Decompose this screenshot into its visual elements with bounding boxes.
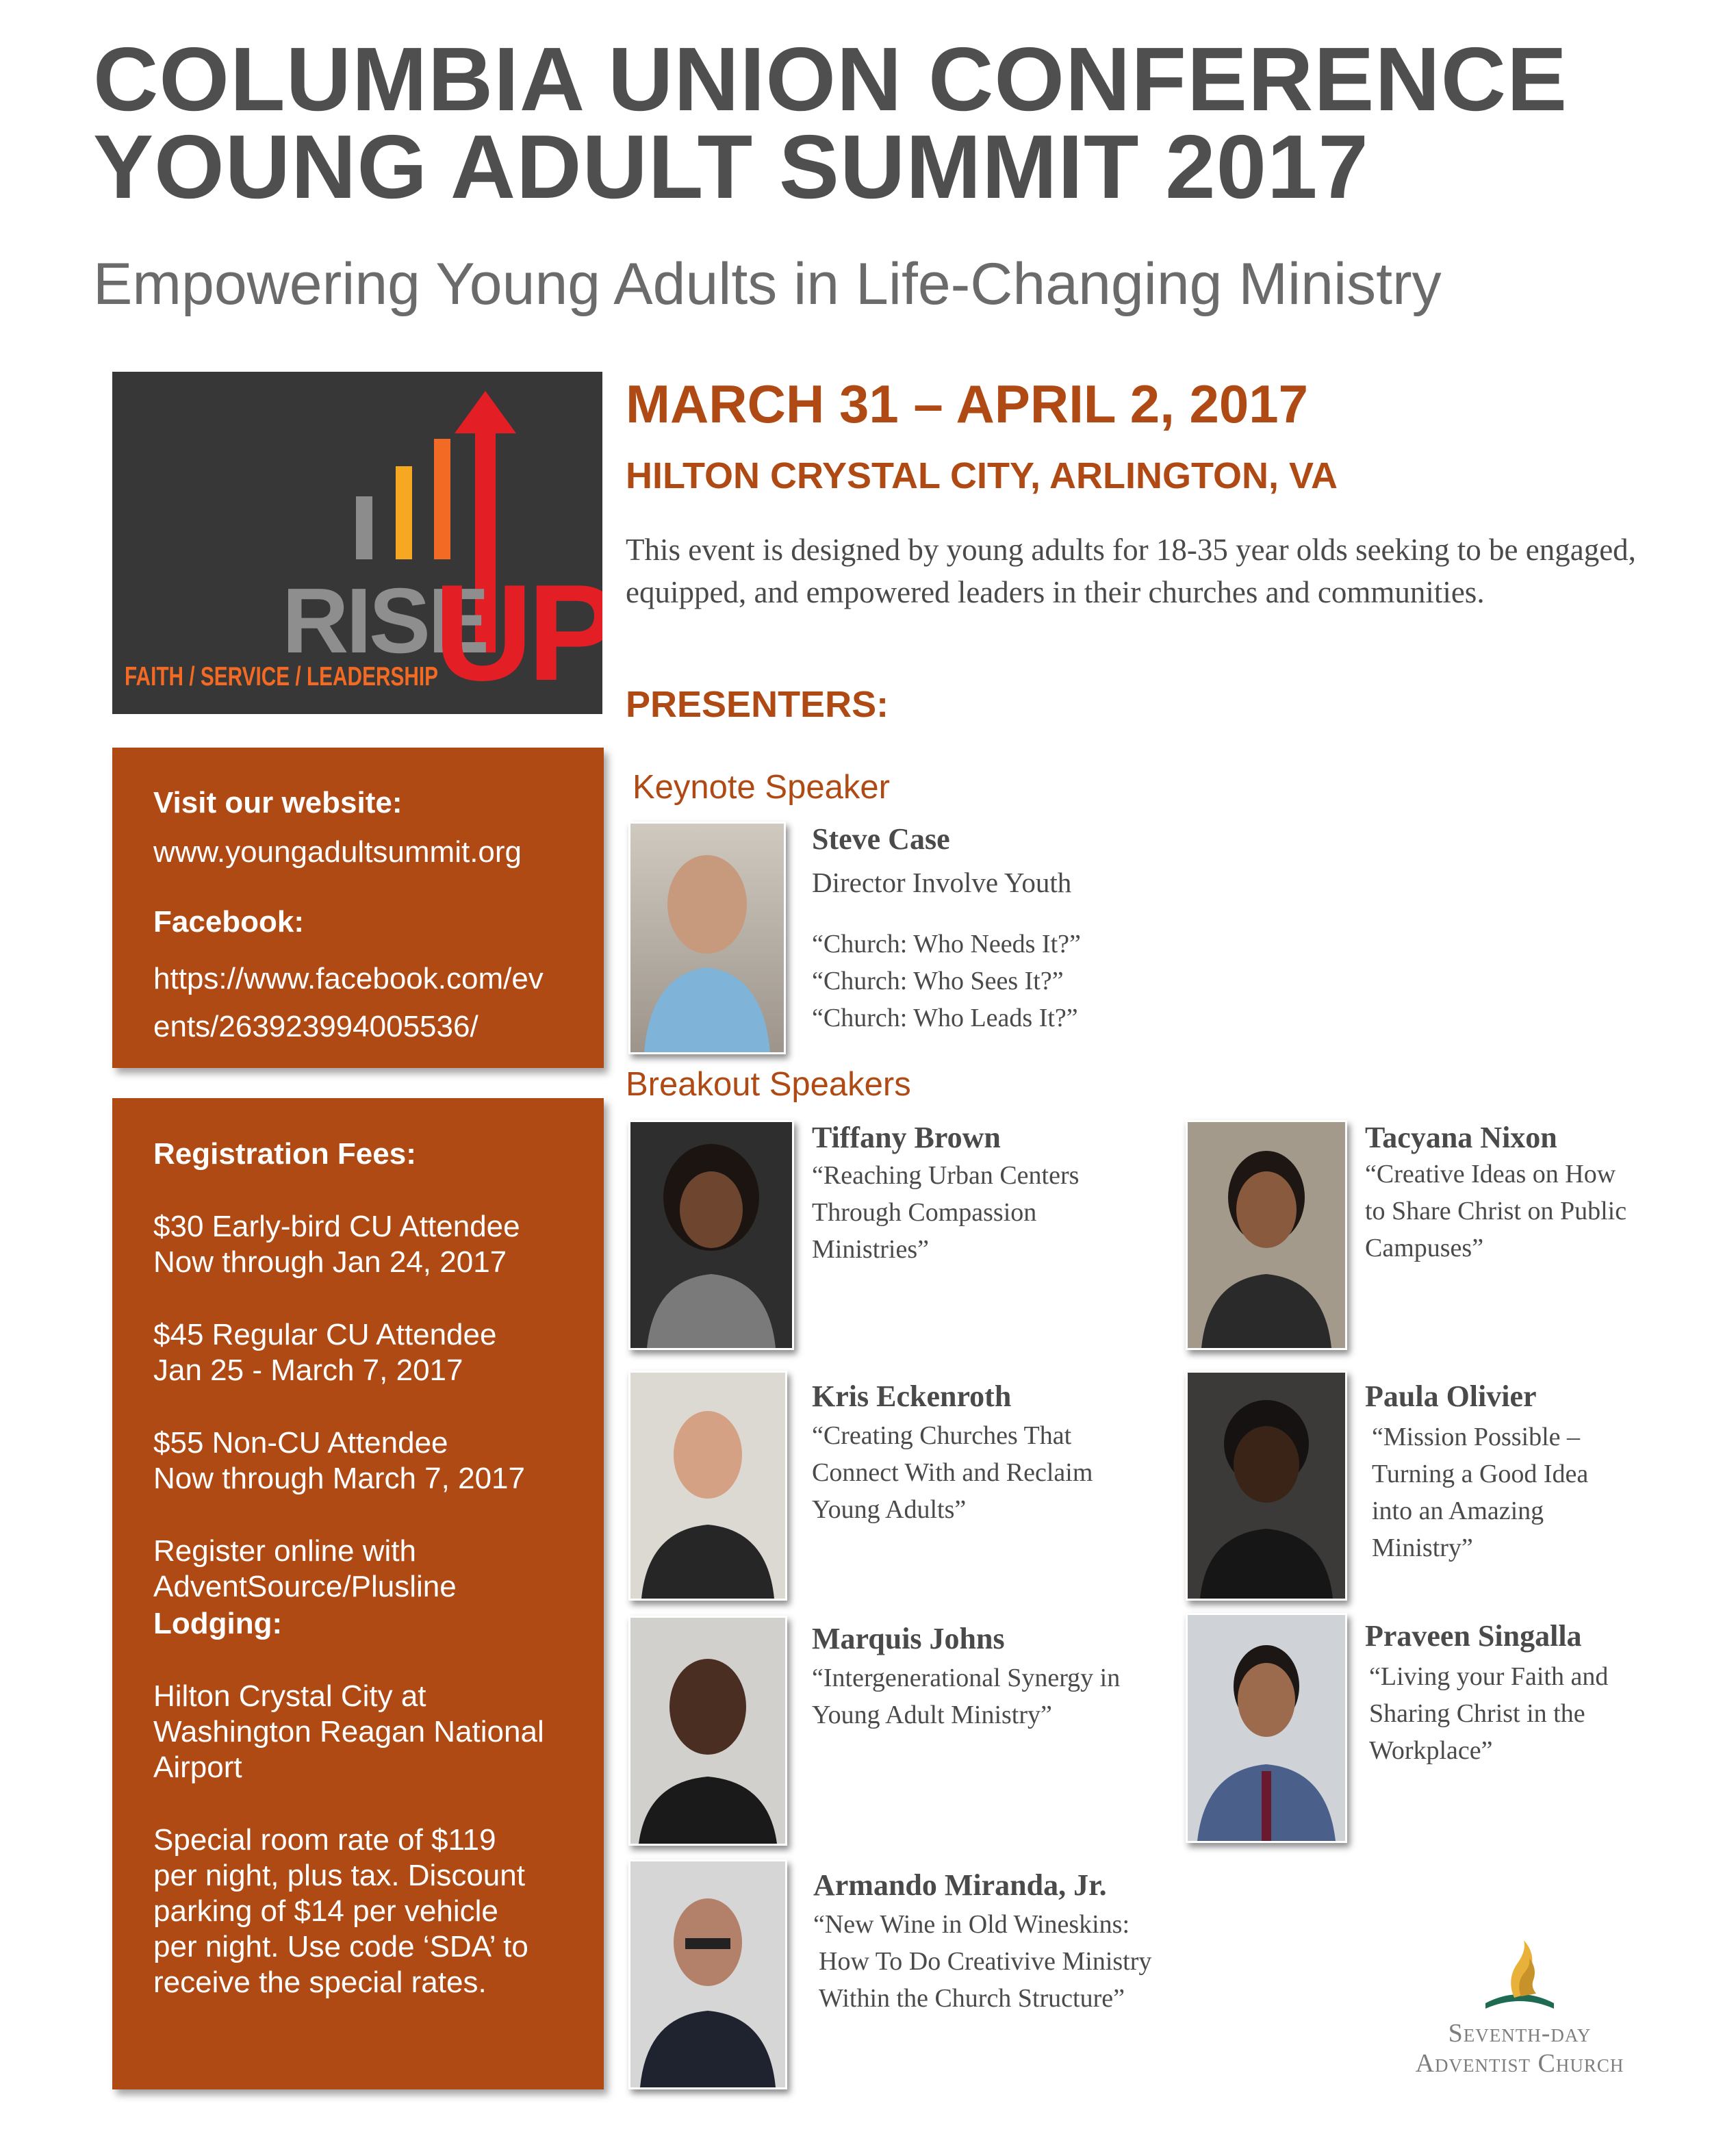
speaker-talk-line: Within the Church Structure” (819, 1984, 1125, 2013)
keynote-talk-2: “Church: Who Sees It?” (812, 967, 1064, 995)
lodging-details (153, 1679, 544, 1785)
facebook-link-line-2: ents/263923994005536/ (153, 1010, 478, 1043)
room-rate-line-3: parking of $14 per vehicle (153, 1894, 498, 1928)
room-rate-details (153, 1822, 528, 2000)
speaker-talk-line: Through Compassion (812, 1198, 1037, 1227)
facebook-link[interactable] (153, 955, 544, 1051)
event-description: This event is designed by young adults for 18-35 year olds seeking to be engaged, equipped, and empowered leaders in their churches and communities. (626, 533, 1636, 609)
sda-wordmark-line-2: Adventist Church (1415, 2049, 1624, 2078)
logo-word-up: UP (434, 557, 602, 709)
speaker-talk-line: Campuses” (1365, 1234, 1484, 1262)
fee-early-bird-amount: $30 Early-bird CU Attendee (153, 1210, 520, 1243)
register-online (153, 1534, 457, 1605)
facebook-link-line-1: https://www.facebook.com/ev (153, 962, 544, 995)
fee-early-bird (153, 1209, 520, 1280)
fee-early-bird-dates: Now through Jan 24, 2017 (153, 1245, 507, 1279)
lodging-line-1: Hilton Crystal City at (153, 1679, 426, 1713)
event-dates: MARCH 31 – APRIL 2, 2017 (626, 374, 1309, 434)
speaker-talk-line: “New Wine in Old Wineskins: (813, 1910, 1130, 1939)
speaker-talk (812, 1157, 1079, 1268)
lodging-line-2: Washington Reagan National (153, 1715, 544, 1749)
website-label: Visit our website: (153, 786, 403, 819)
title-line-1: COLUMBIA UNION CONFERENCE (93, 29, 1568, 129)
logo-tagline: FAITH / SERVICE / LEADERSHIP (125, 662, 438, 691)
room-rate-line-4: per night. Use code ‘SDA’ to (153, 1930, 528, 1963)
lodging-line-3: Airport (153, 1751, 242, 1784)
keynote-name: Steve Case (812, 822, 950, 856)
register-online-line-2: AdventSource/Plusline (153, 1570, 457, 1603)
speaker-talk (812, 1660, 1120, 1733)
speaker-talk-line: Connect With and Reclaim (812, 1458, 1093, 1487)
speaker-name: Tiffany Brown (812, 1121, 1001, 1154)
speaker-talk-line: “Living your Faith and (1369, 1662, 1609, 1691)
links-box (112, 748, 604, 1068)
keynote-talks (812, 926, 1081, 1037)
fee-regular-amount: $45 Regular CU Attendee (153, 1318, 497, 1351)
keynote-heading: Keynote Speaker (633, 769, 890, 806)
fee-regular-dates: Jan 25 - March 7, 2017 (153, 1353, 463, 1387)
website-link[interactable]: www.youngadultsummit.org (153, 835, 522, 869)
speaker-talk-line: “Creating Churches That (812, 1421, 1072, 1450)
presenters-heading: PRESENTERS: (626, 684, 889, 725)
room-rate-line-2: per night, plus tax. Discount (153, 1859, 525, 1892)
event-title (93, 29, 1668, 217)
lodging-heading: Lodging: (153, 1607, 283, 1640)
logo-bar-1 (356, 496, 372, 559)
speaker-photo (628, 1859, 787, 2089)
logo-bar-3 (434, 439, 450, 559)
speaker-talk-line: Sharing Christ in the (1369, 1699, 1585, 1728)
speaker-photo (628, 1371, 787, 1601)
speaker-talk-line: to Share Christ on Public (1365, 1197, 1627, 1225)
speaker-talk (1372, 1419, 1588, 1566)
breakout-heading: Breakout Speakers (626, 1066, 911, 1103)
speaker-photo (1186, 1613, 1347, 1843)
speaker-talk-line: Turning a Good Idea (1372, 1460, 1589, 1488)
speaker-photo (1186, 1120, 1347, 1350)
speaker-name: Praveen Singalla (1365, 1619, 1582, 1653)
speaker-talk-line: Young Adult Ministry” (812, 1701, 1052, 1729)
keynote-photo (628, 822, 786, 1054)
event-venue: HILTON CRYSTAL CITY, ARLINGTON, VA (626, 455, 1338, 496)
speaker-talk-line: Ministry” (1372, 1534, 1473, 1562)
speaker-talk (1369, 1658, 1608, 1769)
title-line-2: YOUNG ADULT SUMMIT 2017 (93, 116, 1369, 217)
speaker-talk (813, 1906, 1151, 2017)
speaker-talk-line: “Creative Ideas on How (1365, 1160, 1616, 1188)
room-rate-line-1: Special room rate of $119 (153, 1823, 496, 1857)
speaker-name: Kris Eckenroth (812, 1379, 1012, 1413)
fee-non-cu-amount: $55 Non-CU Attendee (153, 1426, 448, 1460)
fee-non-cu-dates: Now through March 7, 2017 (153, 1462, 525, 1495)
keynote-role: Director Involve Youth (812, 867, 1072, 898)
speaker-talk-line: Ministries” (812, 1235, 929, 1264)
logo-word-rise: RISE (282, 569, 487, 672)
speaker-talk-line: How To Do Creativive Ministry (819, 1947, 1152, 1976)
logo-bar-2 (396, 466, 412, 559)
rise-up-logo (112, 372, 602, 714)
speaker-name: Paula Olivier (1365, 1379, 1537, 1413)
speaker-talk-line: Workplace” (1369, 1736, 1493, 1765)
speaker-name: Armando Miranda, Jr. (813, 1868, 1107, 1902)
register-online-line-1: Register online with (153, 1534, 416, 1568)
speaker-talk-line: “Mission Possible – (1372, 1423, 1581, 1451)
speaker-talk-line: “Reaching Urban Centers (812, 1161, 1080, 1190)
room-rate-line-5: receive the special rates. (153, 1966, 487, 1999)
sda-flame-icon (1465, 1937, 1574, 2013)
speaker-name: Marquis Johns (812, 1622, 1005, 1655)
registration-box (112, 1098, 604, 2089)
fees-heading: Registration Fees: (153, 1137, 416, 1171)
fee-regular (153, 1317, 496, 1388)
speaker-photo (628, 1120, 794, 1350)
logo-arrow-head (455, 391, 516, 433)
speaker-photo (1186, 1371, 1347, 1601)
fee-non-cu (153, 1425, 525, 1497)
event-subtitle: Empowering Young Adults in Life-Changing Ministry (93, 251, 1442, 317)
speaker-talk (1365, 1156, 1626, 1267)
speaker-talk-line: “Intergenerational Synergy in (812, 1664, 1121, 1692)
speaker-name: Tacyana Nixon (1365, 1121, 1557, 1154)
sda-church-logo (1390, 1937, 1650, 2095)
sda-wordmark (1390, 2018, 1650, 2078)
speaker-talk-line: into an Amazing (1372, 1497, 1544, 1525)
keynote-talk-1: “Church: Who Needs It?” (812, 930, 1081, 958)
speaker-photo (628, 1616, 787, 1846)
speaker-talk-line: Young Adults” (812, 1495, 967, 1524)
facebook-label: Facebook: (153, 905, 305, 939)
sda-wordmark-line-1: Seventh-day (1448, 2019, 1592, 2048)
speaker-talk (812, 1417, 1093, 1528)
rise-up-logo-graphic (112, 372, 602, 714)
keynote-talk-3: “Church: Who Leads It?” (812, 1004, 1078, 1032)
